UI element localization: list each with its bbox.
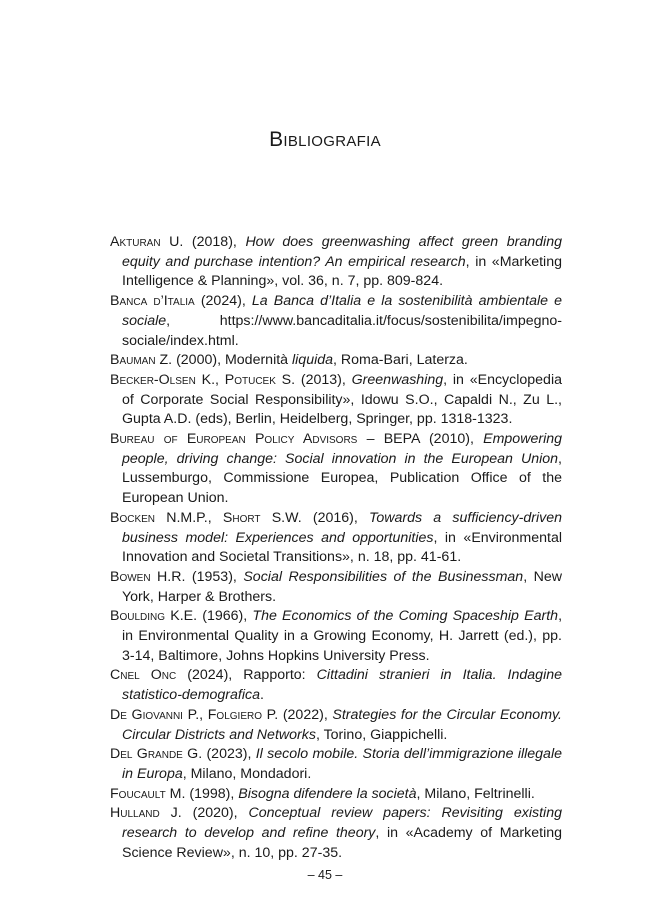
entry-title-italic: Conceptual review papers: Revisiting existing research to develop and refine theory <box>122 805 562 842</box>
entry-coauthor: Potucek <box>224 371 276 388</box>
entry-text: H.R. (1953), <box>150 568 244 585</box>
entry-author: Banca d’Italia <box>110 293 195 310</box>
bibliography-entry <box>110 607 562 666</box>
bibliography-entry <box>110 745 562 784</box>
bibliography-entry <box>110 292 562 351</box>
entry-title-italic: Il secolo mobile. Storia dell’immigrazione illegale in Europa <box>122 746 562 782</box>
entry-title-italic: Bisogna difendere la società <box>238 785 417 802</box>
bibliography-entry <box>110 371 562 430</box>
page-title: Bibliografia <box>269 128 381 151</box>
entry-author: Foucault <box>110 785 166 802</box>
entry-author: Bocken <box>110 509 156 526</box>
entry-text: J. (2020), <box>159 805 249 822</box>
entry-text: P., <box>182 706 208 723</box>
entry-text: Z. (2000), Modernità <box>155 352 292 369</box>
entry-author: De Giovanni <box>110 706 183 723</box>
page-number: – 45 – <box>307 868 343 882</box>
bibliography-entry <box>110 430 562 509</box>
bibliography-entry <box>110 804 562 863</box>
entry-title-italic: Cittadini stranieri in Italia. Indagine statistico-demografica <box>122 667 562 704</box>
entry-text: , Torino, Giappichelli. <box>315 726 448 743</box>
entry-author: Del Grande <box>110 746 183 763</box>
entry-author: Bowen <box>110 568 151 585</box>
entry-title-italic: Strategies for the Circular Economy. Circular Districts and Networks <box>122 706 562 743</box>
entry-text: , in «Encyclopedia of Corporate Social Responsibility», Idowu S.O., Capaldi N., Zu L., Gupta A.D. (eds), Berlin, Heidelberg, Springer, pp. 1318-1323. <box>122 371 562 428</box>
bibliography-entry <box>110 706 562 745</box>
entry-text: , Milano, Feltrinelli. <box>416 785 535 802</box>
entry-author: Bauman <box>110 352 156 369</box>
entry-author: Akturan <box>110 234 161 250</box>
entry-text: , in «Academy of Marketing Science Review», n. 10, pp. 27-35. <box>122 825 563 861</box>
entry-text: , Milano, Mondadori. <box>182 765 312 782</box>
bibliography-entry <box>110 666 562 705</box>
entry-text: , in Environmental Quality in a Growing Economy, H. Jarrett (ed.), pp. 3-14, Baltimore, Johns Hopkins University Press. <box>122 608 563 664</box>
entry-text: , in «Marketing Intelligence & Planning», vol. 36, n. 7, pp. 809-824. <box>122 253 562 290</box>
entry-title-italic: Towards a sufficiency-driven business model: Experiences and opportunities <box>122 509 562 546</box>
entry-text: (2024), Rapporto: <box>176 667 317 684</box>
entry-text: G. (2023), <box>182 746 256 763</box>
entry-text: P. (2022), <box>261 706 333 723</box>
entry-text: – BEPA (2010), <box>357 431 484 448</box>
bibliography-entry <box>110 233 562 292</box>
entry-author: Boulding <box>110 608 166 625</box>
entry-coauthor: Short <box>222 509 261 526</box>
entry-title-italic: liquida <box>292 352 334 369</box>
entry-text: , Roma-Bari, Laterza. <box>333 352 468 369</box>
entry-text: S. (2013), <box>275 371 352 388</box>
entry-title-italic: The Economics of the Coming Spaceship Earth <box>252 608 559 625</box>
entry-title-italic: La Banca d’Italia e la sostenibilità ambientale e sociale <box>122 293 562 329</box>
entry-text: , https://www.bancaditalia.it/focus/sostenibilita/impegno-sociale/index.html. <box>122 312 562 349</box>
entry-author: Cnel Onc <box>110 667 177 684</box>
entry-author: Hulland <box>110 805 160 822</box>
entry-text: S.W. (2016), <box>260 509 370 526</box>
bibliography-entry <box>110 568 562 607</box>
entry-author: Becker-Olsen <box>110 371 196 388</box>
entry-title-italic: Greenwashing <box>351 371 444 388</box>
bibliography-list <box>110 233 562 864</box>
entry-text: , New York, Harper & Brothers. <box>122 568 563 605</box>
bibliography-entry <box>110 785 562 805</box>
entry-text: K.E. (1966), <box>165 608 253 625</box>
entry-text: (2024), <box>194 293 252 310</box>
entry-text: M. (1998), <box>165 785 239 802</box>
entry-text: U. (2018), <box>160 234 246 250</box>
entry-author: Bureau of European Policy Advisors <box>110 431 358 448</box>
bibliography-entry <box>110 351 562 371</box>
entry-text: N.M.P., <box>155 509 223 526</box>
entry-coauthor: Folgiero <box>207 706 262 723</box>
entry-text: , Lussemburgo, Commissione Europea, Publication Office of the European Union. <box>122 450 562 507</box>
entry-text: , in «Environmental Innovation and Societal Transitions», n. 18, pp. 41-61. <box>122 529 563 566</box>
entry-title-italic: How does greenwashing affect green branding equity and purchase intention? An empirical research <box>122 234 562 270</box>
entry-title-italic: Empowering people, driving change: Social innovation in the European Union <box>122 431 562 467</box>
entry-text: K., <box>195 371 225 388</box>
entry-title-italic: Social Responsibilities of the Businessman <box>243 568 524 585</box>
bibliography-entry <box>110 509 562 568</box>
entry-text: . <box>260 687 264 704</box>
